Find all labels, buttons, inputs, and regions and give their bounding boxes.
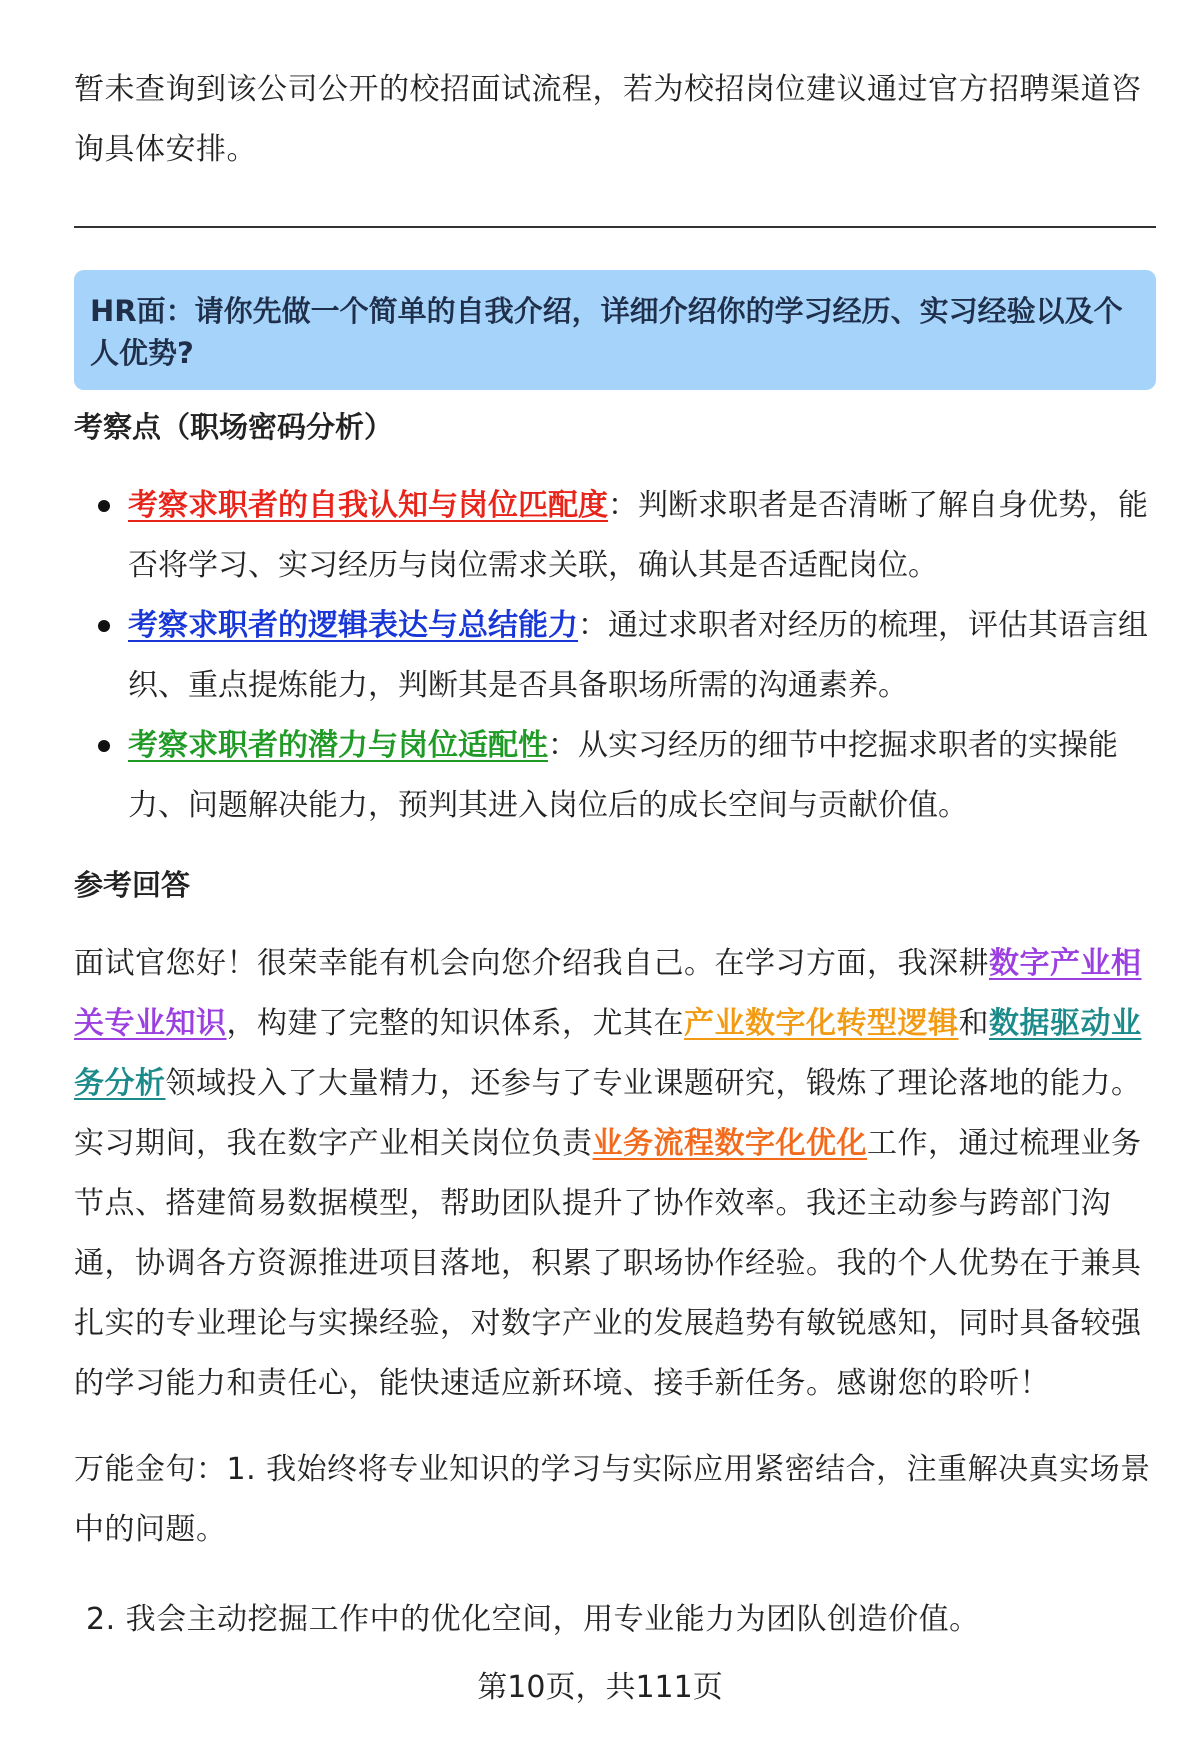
point-text: ：判断求职者是否清晰了解自身优势，能否将学习、实习经历与岗位需求关联，确认其是否适配岗位。: [128, 488, 1148, 583]
answer-text: 领域投入了大量精力，还参与了专业课题研究，锻炼了理论落地的能力。实习期间，我在数字产业相关岗位负责: [74, 1066, 1142, 1161]
section-title-points: 考察点（职场密码分析）: [74, 410, 394, 444]
hr-question-box: [74, 270, 1156, 390]
point-keyword: 考察求职者的潜力与岗位适配性: [128, 728, 548, 763]
bullet-icon: [98, 620, 110, 632]
list-item: [74, 596, 1156, 716]
golden-sentence-2: 2. 我会主动挖掘工作中的优化空间，用专业能力为团队创造价值。: [86, 1602, 980, 1637]
point-text: ：通过求职者对经历的梳理，评估其语言组织、重点提炼能力，判断其是否具备职场所需的沟通素养。: [128, 608, 1148, 703]
bullet-icon: [98, 500, 110, 512]
section-title-answer: 参考回答: [74, 868, 191, 902]
point-keyword: 考察求职者的自我认知与岗位匹配度: [128, 488, 608, 523]
answer-paragraph: [74, 934, 1156, 1414]
divider: [74, 226, 1156, 228]
answer-text: 面试官您好！很荣幸能有机会向您介绍我自己。在学习方面，我深耕: [74, 946, 989, 981]
list-item: [74, 716, 1156, 836]
points-list: [74, 476, 1156, 836]
golden-sentence-1: 万能金句：1. 我始终将专业知识的学习与实际应用紧密结合，注重解决真实场景中的问题。: [74, 1452, 1151, 1547]
answer-text: ，构建了完整的知识体系，尤其在: [226, 1006, 684, 1041]
hr-question: HR面：请你先做一个简单的自我介绍，详细介绍你的学习经历、实习经验以及个人优势?: [90, 294, 1123, 370]
answer-keyword: 产业数字化转型逻辑: [684, 1006, 959, 1041]
bullet-icon: [98, 740, 110, 752]
answer-keyword: 业务流程数字化优化: [592, 1126, 867, 1161]
intro-paragraph: 暂未查询到该公司公开的校招面试流程，若为校招岗位建议通过官方招聘渠道咨询具体安排。: [74, 72, 1142, 167]
answer-keyword: 数据驱动业务分析: [74, 1006, 1142, 1101]
point-keyword: 考察求职者的逻辑表达与总结能力: [128, 608, 578, 643]
page-number: 第10页，共111页: [477, 1670, 723, 1705]
answer-keyword: 数字产业相关专业知识: [74, 946, 1142, 1041]
answer-text: 和: [958, 1006, 989, 1041]
answer-text: 工作，通过梳理业务节点、搭建简易数据模型，帮助团队提升了协作效率。我还主动参与跨部门沟通，协调各方资源推进项目落地，积累了职场协作经验。我的个人优势在于兼具扎实的专业理论与实操经验，对数字产业的发展趋势有敏锐感知，同时具备较强的学习能力和责任心，能快速适应新环境、接手新任务。感谢您的聆听！: [74, 1126, 1142, 1401]
list-item: [74, 476, 1156, 596]
point-text: ：从实习经历的细节中挖掘求职者的实操能力、问题解决能力，预判其进入岗位后的成长空间与贡献价值。: [128, 728, 1118, 823]
